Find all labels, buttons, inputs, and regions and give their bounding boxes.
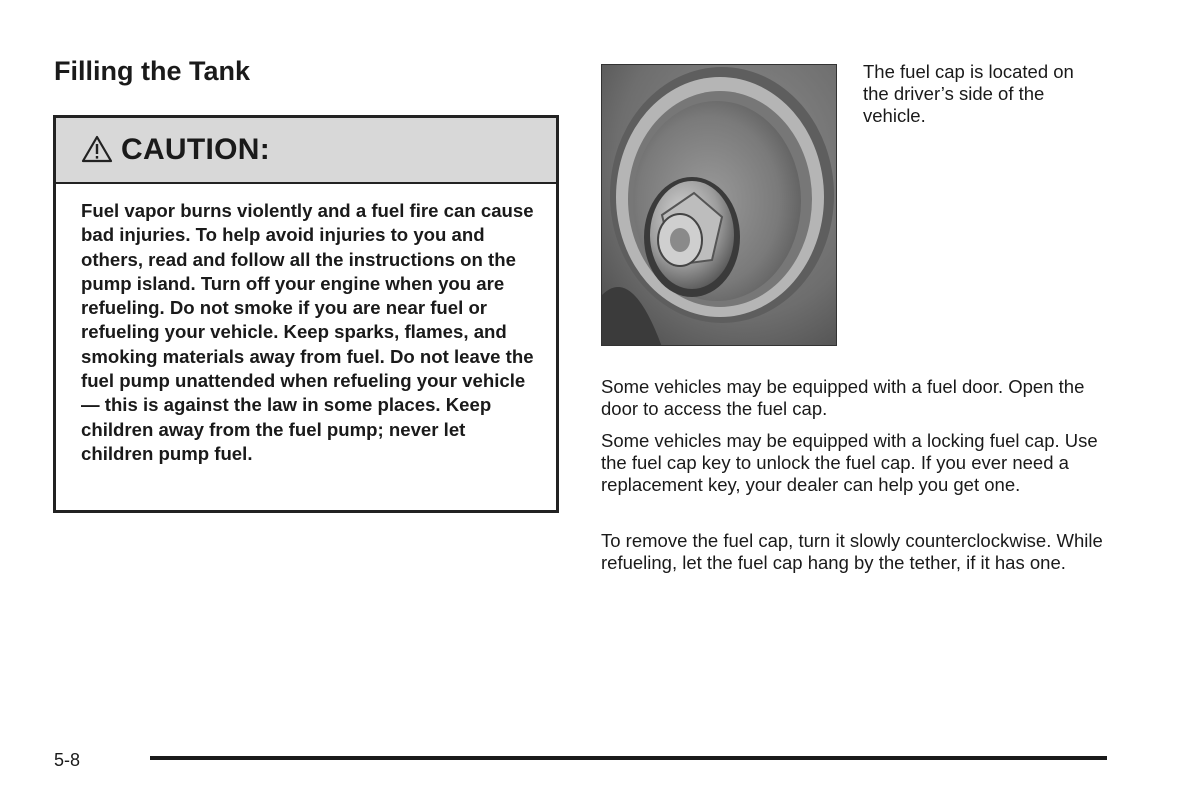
caution-title: CAUTION: <box>121 133 271 166</box>
fuel-cap-photo <box>601 64 837 346</box>
caution-text: Fuel vapor burns violently and a fuel fire can cause bad injuries. To help avoid injuries to you and others, read and follow all the instructions on the pump island. Turn off your engine when you are refueling. Do not smoke if you are near fuel or refueling your vehicle. Keep sparks, flames, and smoking materials away from fuel. Do not leave the fuel pump unattended when refueling your vehicle — this is against the law in some places. Keep children away from the fuel pump; never let children pump fuel. <box>81 200 534 464</box>
warning-triangle-icon <box>81 135 113 163</box>
page-title: Filling the Tank <box>54 56 251 86</box>
caution-header <box>56 118 556 184</box>
fuel-door-paragraph: Some vehicles may be equipped with a fuel door. Open the door to access the fuel cap. <box>601 376 1085 419</box>
caution-box <box>53 115 559 513</box>
remove-cap-paragraph: To remove the fuel cap, turn it slowly counterclockwise. While refueling, let the fuel cap hang by the tether, if it has one. <box>601 530 1103 573</box>
footer-rule <box>150 756 1107 760</box>
page-number: 5-8 <box>54 750 81 770</box>
figure-caption: The fuel cap is located on the driver’s side of the vehicle. <box>863 61 1074 126</box>
locking-cap-paragraph: Some vehicles may be equipped with a locking fuel cap. Use the fuel cap key to unlock the fuel cap. If you ever need a replacement key, your dealer can help you get one. <box>601 430 1098 495</box>
